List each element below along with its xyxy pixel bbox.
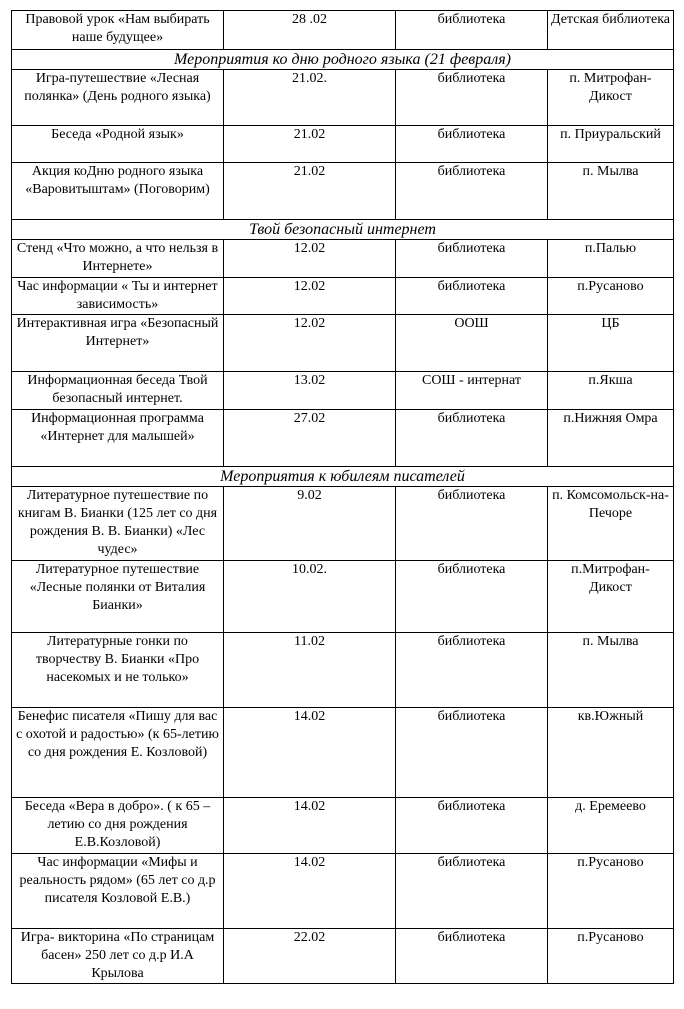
event-place-cell: библиотека — [396, 126, 548, 163]
event-date-cell: 21.02. — [224, 70, 396, 126]
table-row — [12, 70, 674, 126]
event-date-cell: 12.02 — [224, 278, 396, 315]
event-date-cell: 21.02 — [224, 126, 396, 163]
event-name-cell: Бенефис писателя «Пишу для вас с охотой и радостью» (к 65-летию со дня рождения Е. Козловой) — [12, 708, 224, 798]
event-name-cell: Литературные гонки по творчеству В. Бианки «Про насекомых и не только» — [12, 633, 224, 708]
event-organizer-cell: п.Якша — [548, 372, 674, 410]
event-date-cell: 9.02 — [224, 487, 396, 561]
event-date-cell: 11.02 — [224, 633, 396, 708]
events-table — [11, 10, 674, 984]
table-row — [12, 854, 674, 929]
event-name-cell: Игра-путешествие «Лесная полянка» (День родного языка) — [12, 70, 224, 126]
event-name-cell: Информационная беседа Твой безопасный интернет. — [12, 372, 224, 410]
event-place-cell: библиотека — [396, 854, 548, 929]
event-organizer-cell: п.Русаново — [548, 278, 674, 315]
event-name-cell: Литературное путешествие по книгам В. Бианки (125 лет со дня рождения В. В. Бианки) «Лес чудес» — [12, 487, 224, 561]
event-date-cell: 28 .02 — [224, 11, 396, 50]
event-name-cell: Игра- викторина «По страницам басен» 250 лет со д.р И.А Крылова — [12, 929, 224, 984]
event-place-cell: библиотека — [396, 798, 548, 854]
table-row — [12, 487, 674, 561]
table-row — [12, 163, 674, 220]
event-date-cell: 14.02 — [224, 798, 396, 854]
event-name-cell: Литературное путешествие «Лесные полянки от Виталия Бианки» — [12, 561, 224, 633]
event-date-cell: 21.02 — [224, 163, 396, 220]
section-title: Твой безопасный интернет — [12, 220, 674, 240]
event-organizer-cell: Детская библиотека — [548, 11, 674, 50]
event-name-cell: Правовой урок «Нам выбирать наше будущее» — [12, 11, 224, 50]
event-place-cell: библиотека — [396, 633, 548, 708]
event-name-cell: Час информации «Мифы и реальность рядом» (65 лет со д.р писателя Козловой Е.В.) — [12, 854, 224, 929]
event-organizer-cell: п.Нижняя Омра — [548, 410, 674, 467]
event-organizer-cell: п. Мылва — [548, 163, 674, 220]
event-date-cell: 12.02 — [224, 240, 396, 278]
event-date-cell: 27.02 — [224, 410, 396, 467]
section-title: Мероприятия к юбилеям писателей — [12, 467, 674, 487]
event-place-cell: СОШ - интернат — [396, 372, 548, 410]
event-organizer-cell: п.Русаново — [548, 929, 674, 984]
event-organizer-cell: п. Комсомольск-на- Печоре — [548, 487, 674, 561]
event-organizer-cell: д. Еремеево — [548, 798, 674, 854]
event-place-cell: библиотека — [396, 410, 548, 467]
event-organizer-cell: ЦБ — [548, 315, 674, 372]
event-place-cell: библиотека — [396, 240, 548, 278]
event-organizer-cell: кв.Южный — [548, 708, 674, 798]
section-title: Мероприятия ко дню родного языка (21 февраля) — [12, 50, 674, 70]
event-place-cell: ООШ — [396, 315, 548, 372]
event-organizer-cell: п. Приуральский — [548, 126, 674, 163]
event-place-cell: библиотека — [396, 929, 548, 984]
table-row — [12, 315, 674, 372]
event-place-cell: библиотека — [396, 278, 548, 315]
table-row — [12, 278, 674, 315]
event-place-cell: библиотека — [396, 70, 548, 126]
event-place-cell: библиотека — [396, 708, 548, 798]
event-name-cell: Беседа «Вера в добро». ( к 65 – летию со дня рождения Е.В.Козловой) — [12, 798, 224, 854]
table-row — [12, 929, 674, 984]
section-header-row — [12, 467, 674, 487]
event-name-cell: Интерактивная игра «Безопасный Интернет» — [12, 315, 224, 372]
event-date-cell: 22.02 — [224, 929, 396, 984]
event-date-cell: 10.02. — [224, 561, 396, 633]
event-organizer-cell: п.Митрофан-Дикост — [548, 561, 674, 633]
event-date-cell: 14.02 — [224, 708, 396, 798]
table-row — [12, 410, 674, 467]
table-row — [12, 240, 674, 278]
event-organizer-cell: п. Мылва — [548, 633, 674, 708]
event-name-cell: Акция коДню родного языка «Варовитыштам» (Поговорим) — [12, 163, 224, 220]
section-header-row — [12, 220, 674, 240]
event-date-cell: 14.02 — [224, 854, 396, 929]
section-header-row — [12, 50, 674, 70]
table-row — [12, 372, 674, 410]
event-place-cell: библиотека — [396, 561, 548, 633]
table-row — [12, 11, 674, 50]
table-row — [12, 798, 674, 854]
event-name-cell: Беседа «Родной язык» — [12, 126, 224, 163]
event-name-cell: Час информации « Ты и интернет зависимость» — [12, 278, 224, 315]
table-row — [12, 126, 674, 163]
table-row — [12, 561, 674, 633]
event-name-cell: Стенд «Что можно, а что нельзя в Интернете» — [12, 240, 224, 278]
event-organizer-cell: п.Палью — [548, 240, 674, 278]
table-row — [12, 708, 674, 798]
event-organizer-cell: п. Митрофан-Дикост — [548, 70, 674, 126]
event-place-cell: библиотека — [396, 163, 548, 220]
event-place-cell: библиотека — [396, 487, 548, 561]
event-place-cell: библиотека — [396, 11, 548, 50]
event-date-cell: 12.02 — [224, 315, 396, 372]
event-organizer-cell: п.Русаново — [548, 854, 674, 929]
event-name-cell: Информационная программа «Интернет для малышей» — [12, 410, 224, 467]
events-table-body — [12, 11, 674, 984]
table-row — [12, 633, 674, 708]
event-date-cell: 13.02 — [224, 372, 396, 410]
